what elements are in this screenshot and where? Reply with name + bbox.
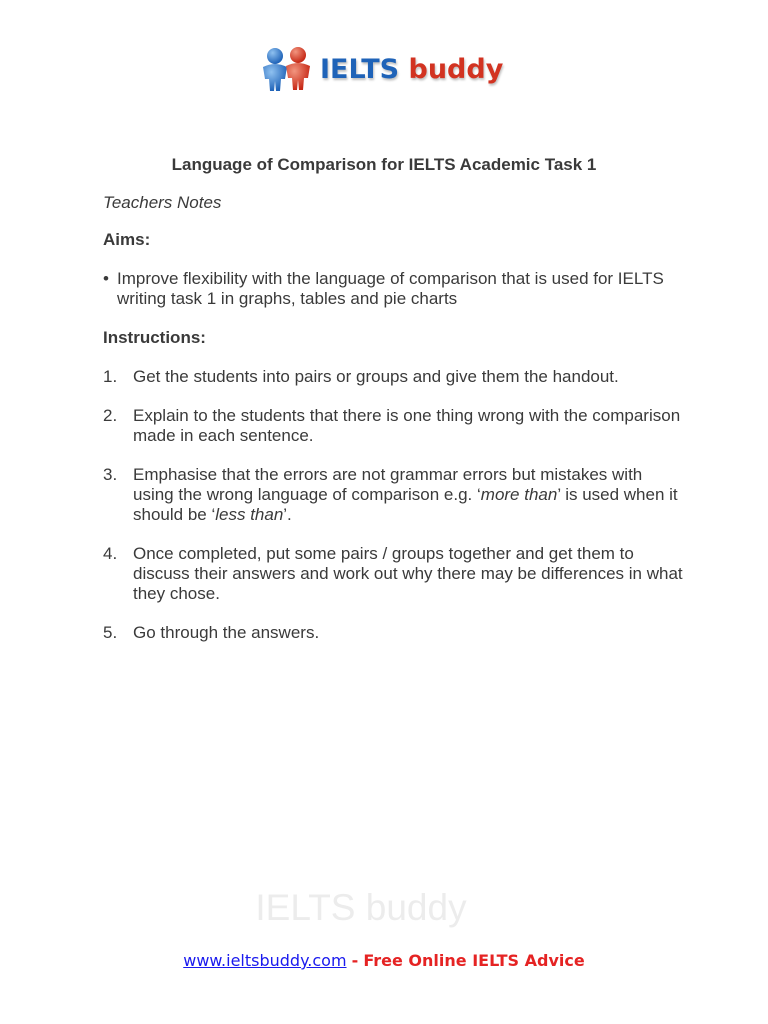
list-item-text: Once completed, put some pairs / groups together and get them to discuss their answers and work out why there may be differences in what they chose. — [133, 544, 683, 603]
logo-text-buddy: buddy — [408, 53, 504, 85]
list-item-text: Go through the answers. — [133, 623, 320, 642]
list-number: 3. — [103, 465, 118, 484]
instructions-list — [103, 367, 703, 643]
footer-tagline: Free Online IELTS Advice — [363, 951, 585, 970]
list-number: 2. — [103, 406, 118, 425]
bullet-icon: • — [103, 269, 109, 288]
ielts-buddy-logo — [258, 44, 503, 94]
aims-heading: Aims: — [103, 230, 151, 249]
list-number: 4. — [103, 544, 118, 563]
watermark: IELTS buddy — [255, 887, 467, 928]
website-link[interactable]: www.ieltsbuddy.com — [183, 951, 347, 970]
logo-wordmark — [320, 53, 504, 85]
list-item — [103, 544, 703, 604]
list-item-text-part: ’. — [283, 505, 292, 524]
list-item-text — [133, 465, 703, 525]
footer — [0, 951, 768, 970]
aims-bullet-text: Improve flexibility with the language of comparison that is used for IELTS writing task 1 in graphs, tables and pie charts — [117, 269, 664, 308]
emphasis-less-than: less than — [215, 505, 284, 524]
list-item-text-part: Emphasise that the errors are not grammar errors but mistakes with using the wrong language of comparison e.g. ‘ — [133, 465, 643, 504]
list-item-text: Get the students into pairs or groups and give them the handout. — [133, 367, 619, 386]
document-title: Language of Comparison for IELTS Academic Task 1 — [171, 155, 597, 174]
list-item — [103, 623, 703, 643]
document-body — [103, 193, 703, 662]
list-number: 1. — [103, 367, 118, 386]
emphasis-more-than: more than — [480, 485, 558, 504]
list-item-text-part: ’ is used when it should be ‘ — [133, 485, 678, 524]
list-item-text: Explain to the students that there is one thing wrong with the comparison made in each sentence. — [133, 406, 681, 445]
footer-separator: - — [351, 951, 359, 970]
logo-text-ielts: IELTS — [320, 53, 400, 85]
list-item — [103, 406, 703, 446]
list-number: 5. — [103, 623, 118, 642]
list-item — [103, 465, 703, 525]
subtitle: Teachers Notes — [103, 193, 222, 212]
people-figures-icon — [258, 45, 316, 93]
aims-bullet-item — [103, 269, 703, 309]
list-item — [103, 367, 703, 387]
instructions-heading: Instructions: — [103, 328, 206, 347]
